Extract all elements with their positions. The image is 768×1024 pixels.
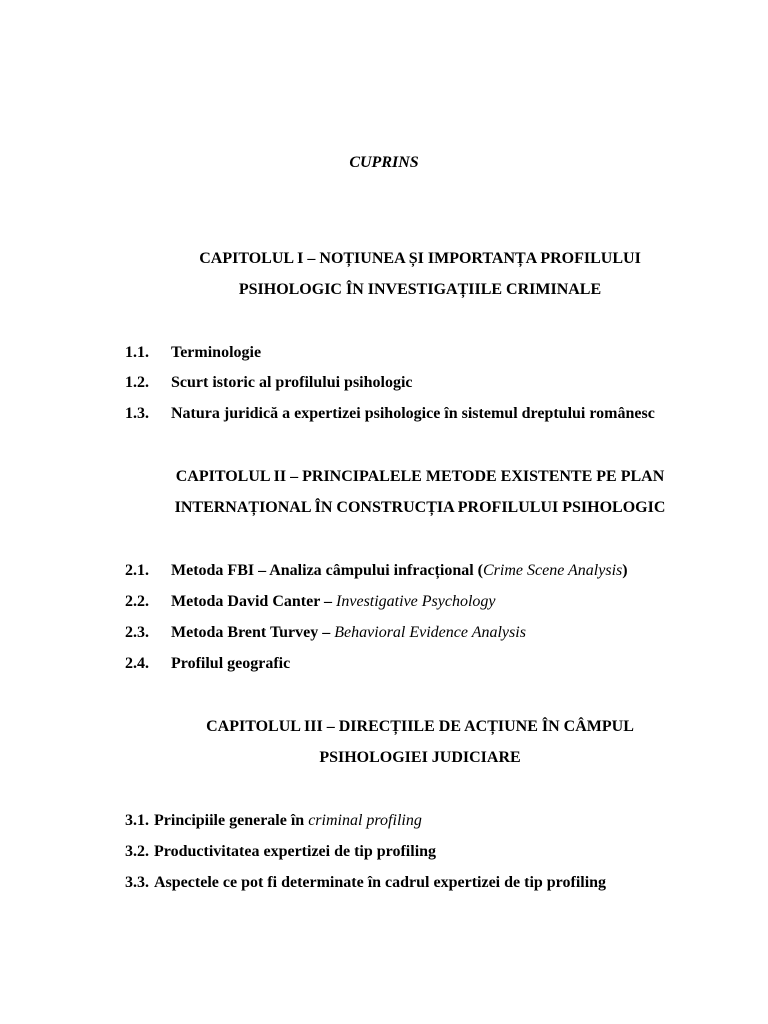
toc-entry-text: Profilul geografic xyxy=(171,655,291,672)
chapter-heading-line: CAPITOLUL II – PRINCIPALELE METODE EXISTENTE PE PLAN xyxy=(175,468,665,485)
toc-entry-number: 1.1. xyxy=(125,344,149,361)
toc-entry xyxy=(125,343,261,363)
toc-entry-italic-text: Investigative Psychology xyxy=(336,593,496,610)
toc-entry-number: 1.2. xyxy=(125,374,149,391)
toc-entry xyxy=(125,561,628,581)
toc-entry xyxy=(125,654,290,674)
toc-entry-text: Productivitatea expertizei de tip profiling xyxy=(154,843,437,860)
toc-entry xyxy=(125,842,436,862)
chapter-1-heading xyxy=(90,243,750,305)
chapter-heading-line: CAPITOLUL I – NOȚIUNEA ȘI IMPORTANȚA PROFILULUI xyxy=(199,250,641,267)
chapter-heading-line: CAPITOLUL III – DIRECȚIILE DE ACȚIUNE ÎN CÂMPUL xyxy=(206,718,634,735)
toc-entry xyxy=(125,373,413,393)
toc-entry xyxy=(125,404,655,424)
toc-entry xyxy=(125,873,606,893)
toc-entry xyxy=(125,592,496,612)
toc-entry-number: 2.1. xyxy=(125,562,149,579)
toc-entry-text: Metoda FBI – Analiza câmpului infracțional ( xyxy=(171,562,483,579)
toc-entry-italic-text: Crime Scene Analysis xyxy=(483,562,623,579)
toc-entry-text: Metoda David Canter – xyxy=(171,593,337,610)
page-title: CUPRINS xyxy=(349,154,419,171)
toc-entry-text: Metoda Brent Turvey – xyxy=(171,624,335,641)
toc-entry-number: 2.4. xyxy=(125,655,149,672)
toc-entry-text: Terminologie xyxy=(171,344,262,361)
toc-entry-text: Natura juridică a expertizei psihologice în sistemul dreptului românesc xyxy=(171,405,655,422)
chapter-2-heading xyxy=(90,461,750,523)
chapter-3-heading xyxy=(90,711,750,773)
toc-entry-number: 1.3. xyxy=(125,405,149,422)
toc-entry xyxy=(125,811,422,831)
chapter-heading-line: INTERNAȚIONAL ÎN CONSTRUCȚIA PROFILULUI PSIHOLOGIC xyxy=(174,499,666,516)
toc-entry-text: Aspectele ce pot fi determinate în cadrul expertizei de tip profiling xyxy=(154,874,607,891)
toc-entry-number: 2.3. xyxy=(125,624,149,641)
toc-entry-suffix: ) xyxy=(622,562,628,579)
toc-entry-number: 3.3. xyxy=(125,874,149,891)
toc-entry xyxy=(125,623,526,643)
toc-entry-text: Principiile generale în xyxy=(154,812,309,829)
toc-entry-text: Scurt istoric al profilului psihologic xyxy=(171,374,413,391)
toc-entry-italic-text: Behavioral Evidence Analysis xyxy=(334,624,526,641)
toc-entry-italic-text: criminal profiling xyxy=(308,812,422,829)
toc-entry-number: 3.1. xyxy=(125,812,149,829)
toc-entry-number: 3.2. xyxy=(125,843,149,860)
toc-entry-number: 2.2. xyxy=(125,593,149,610)
chapter-heading-line: PSIHOLOGIC ÎN INVESTIGAȚIILE CRIMINALE xyxy=(238,281,602,298)
chapter-heading-line: PSIHOLOGIEI JUDICIARE xyxy=(319,749,521,766)
